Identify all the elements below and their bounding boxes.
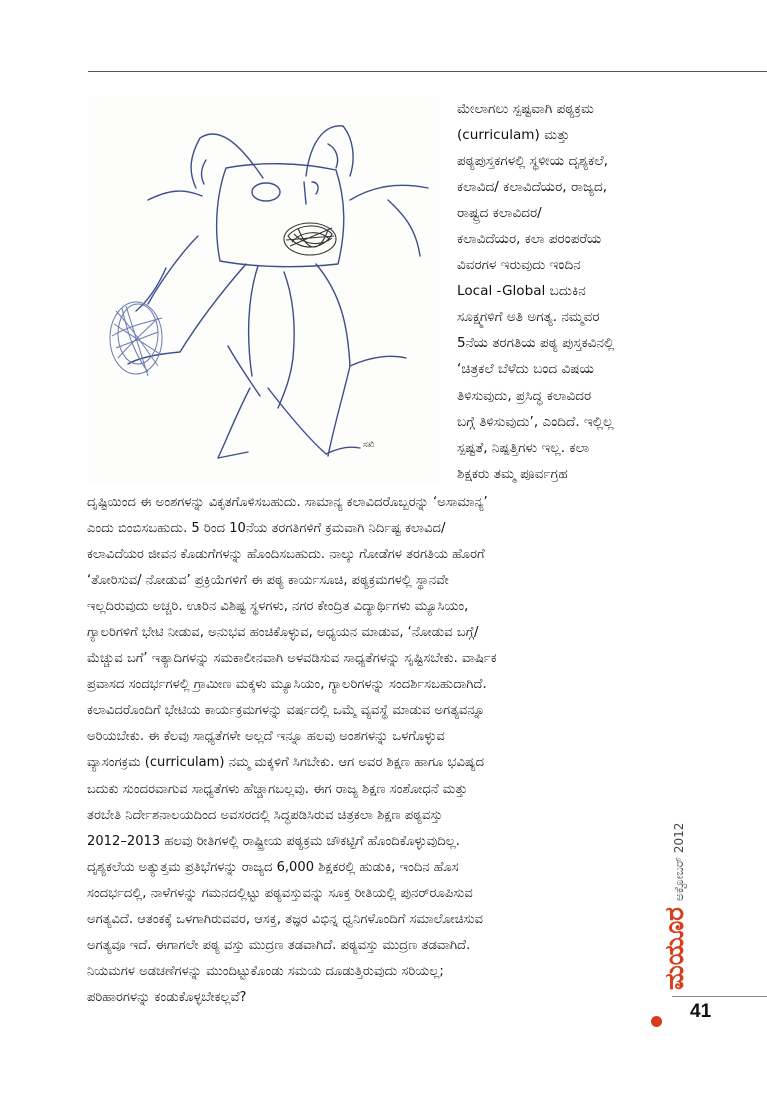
- text-line: ಸೂಕ್ಷ್ಮಗಳಿಗೆ ಅತಿ ಅಗತ್ಯ. ನಮ್ಮವರ: [457, 309, 600, 326]
- text-line: ಶಿಕ್ಷಕರು ತಮ್ಮ ಪೂರ್ವಗ್ರಹ: [457, 465, 568, 482]
- magazine-side-label: [660, 823, 691, 990]
- text-line: ದೃಶ್ಯಕಲೆಯ ಅತ್ಯುತ್ತಮ ಪ್ರತಿಭೆಗಳನ್ನು ರಾಜ್ಯದ 6,000 ಶಿಕ್ಷಕರಲ್ಲಿ ಹುಡುಕಿ, ಇಂದಿನ ಹೊಸ: [87, 859, 459, 875]
- drawing-signature: ಸಖಿ: [363, 440, 375, 450]
- page-marker-dot: [651, 1016, 662, 1027]
- text-line: ರಾಷ್ಟ್ರದ ಕಲಾವಿದರ/: [457, 205, 542, 222]
- text-line: ನಿಯಮಗಳ ಅಡಚಣೆಗಳನ್ನು ಮುಂದಿಟ್ಟುಕೊಂಡು ಸಮಯ ದೂಡುತ್ತಿರುವುದು ಸರಿಯಲ್ಲ;: [87, 963, 444, 979]
- text-line: ಬದುಕು ಸುಂದರವಾಗುವ ಸಾಧ್ಯತೆಗಳು ಹೆಚ್ಚಾಗಬಲ್ಲವು. ಈಗ ರಾಜ್ಯ ಶಿಕ್ಷಣ ಸಂಶೋಧನೆ ಮತ್ತು: [87, 781, 468, 797]
- text-line: ‘ಚಿತ್ರಕಲೆ ಬೆಳೆದು ಬಂದ ವಿಷಯ: [457, 361, 595, 378]
- article-body-text: [87, 490, 691, 1011]
- child-drawing-svg: [88, 96, 440, 484]
- text-line: ಎಂದು ಬಿಂಬಿಸಬಹುದು. 5 ರಿಂದ 10ನೆಯ ತರಗತಿಗಳಿಗೆ ಕ್ರಮವಾಗಿ ನಿರ್ದಿಷ್ಟ ಕಲಾವಿದ/: [87, 521, 446, 537]
- text-line: ಕಲಾವಿದ/ ಕಲಾವಿದೆಯರ, ರಾಜ್ಯದ,: [457, 179, 608, 196]
- magazine-name: ಮಯೂರ: [660, 907, 690, 990]
- text-line: ಕಲಾವಿದೆಯರ ಜೀವನ ಕೊಡುಗೆಗಳನ್ನು ಹೊಂದಿಸಬಹುದು. ನಾಲ್ಕು ಗೋಡೆಗಳ ತರಗತಿಯ ಹೊರಗೆ: [87, 547, 485, 563]
- text-line: ದೃಷ್ಟಿಯಿಂದ ಈ ಅಂಶಗಳನ್ನು ವಿಕೃತಗೊಳಿಸಬಹುದು. ಸಾಮಾನ್ಯ ಕಲಾವಿದರೊಬ್ಬರನ್ನು ‘ಅಸಾಮಾನ್ಯ’: [87, 495, 488, 510]
- text-line: ಪ್ರವಾಸದ ಸಂದರ್ಭಗಳಲ್ಲಿ ಗ್ರಾಮೀಣ ಮಕ್ಕಳು ಮ್ಯೂಸಿಯಂ, ಗ್ಯಾಲರಿಗಳನ್ನು ಸಂದರ್ಶಿಸಬಹುದಾಗಿದೆ.: [87, 677, 487, 693]
- header-rule: [88, 71, 767, 72]
- text-line: 2012–2013 ಹಲವು ರೀತಿಗಳಲ್ಲಿ ರಾಷ್ಟ್ರೀಯ ಪಠ್ಯಕ್ರಮ ಚೌಕಟ್ಟಿಗೆ ಹೊಂದಿಕೊಳ್ಳುವುದಿಲ್ಲ.: [87, 833, 460, 849]
- text-line: ಮೇಲಾಗಲು ಸ್ಪಷ್ಟವಾಗಿ ಪಠ್ಯಕ್ರಮ: [457, 101, 594, 117]
- issue-date: ಅಕ್ಟೋಬರ್ 2012: [672, 822, 686, 902]
- text-line: ‘ತೋರಿಸುವ/ ನೋಡುವ’ ಪ್ರಕ್ರಿಯೆಗಳಿಗೆ ಈ ಪಠ್ಯ ಕಾರ್ಯಸೂಚಿ, ಪಠ್ಯಕ್ರಮಗಳಲ್ಲಿ ಸ್ಥಾನವೇ: [87, 573, 449, 589]
- text-line: ಸಂದರ್ಭದಲ್ಲಿ, ನಾಳೆಗಳನ್ನು ಗಮನದಲ್ಲಿಟ್ಟು ಪಠ್ಯವಸ್ತುವನ್ನು ಸೂಕ್ತ ರೀತಿಯಲ್ಲಿ ಪುನರ್‌ರೂಪಿಸುವ: [87, 885, 473, 901]
- footer-rule: [672, 996, 767, 997]
- text-line: Local -Global ಬದುಕಿನ: [457, 283, 586, 300]
- text-line: ಕಲಾವಿದೆಯರ, ಕಲಾ ಪರಂಪರೆಯ: [457, 231, 602, 248]
- text-line: ಅರಿಯಬೇಕು. ಈ ಕೆಲವು ಸಾಧ್ಯತೆಗಳೇ ಅಲ್ಲದೆ ಇನ್ನೂ ಹಲವು ಅಂಶಗಳನ್ನು ಒಳಗೊಳ್ಳುವ: [87, 729, 445, 745]
- text-line: ವ್ಯಾಸಂಗಕ್ರಮ (curriculam) ನಮ್ಮ ಮಕ್ಕಳಿಗೆ ಸಿಗಬೇಕು. ಆಗ ಅವರ ಶಿಕ್ಷಣ ಹಾಗೂ ಭವಿಷ್ಯದ: [87, 755, 485, 771]
- text-line: ಸ್ಪಷ್ಟತೆ, ನಿಷ್ಪತ್ತಿಗಳು ಇಲ್ಲ. ಕಲಾ: [457, 439, 590, 456]
- text-line: ಬಗ್ಗೆ ತಿಳಿಸುವುದು’, ಎಂದಿದೆ. ಇಲ್ಲಿಲ್ಲ: [457, 413, 614, 430]
- text-line: ವಿವರಗಳ ಇರುವುದು ಇಂದಿನ: [457, 257, 581, 274]
- text-line: ಪರಿಹಾರಗಳನ್ನು ಕಂಡುಕೊಳ್ಳಬೇಕಲ್ಲವೆ?: [87, 989, 247, 1005]
- article-column-text: [457, 96, 689, 487]
- text-line: ಅಗತ್ಯವಿದೆ. ಆತಂಕಕ್ಕೆ ಒಳಗಾಗಿರುವವರ, ಆಸಕ್ತ, ತಜ್ಞರ ವಿಭಿನ್ನ ಧ್ವನಿಗಳೊಂದಿಗೆ ಸಮಾಲೋಚಿಸುವ: [87, 911, 484, 927]
- text-line: ಅಗತ್ಯವೂ ಇದೆ. ಈಗಾಗಲೇ ಪಠ್ಯ ವಸ್ತು ಮುದ್ರಣ ತಡವಾಗಿದೆ. ಪಠ್ಯವಸ್ತು ಮುದ್ರಣ ತಡವಾಗಿದೆ.: [87, 937, 471, 953]
- text-line: ಮೆಚ್ಚುವ ಬಗೆ’ ಇತ್ಯಾದಿಗಳನ್ನು ಸಮಕಾಲೀನವಾಗಿ ಅಳವಡಿಸುವ ಸಾಧ್ಯತೆಗಳನ್ನು ಸೃಷ್ಟಿಸಬೇಕು. ವಾರ್ಷಿಕ: [87, 651, 497, 667]
- text-line: ತರಬೇತಿ ನಿರ್ದೇಶನಾಲಯದಿಂದ ಅವಸರದಲ್ಲಿ ಸಿದ್ಧಪಡಿಸಿರುವ ಚಿತ್ರಕಲಾ ಶಿಕ್ಷಣ ಪಠ್ಯವಸ್ತು: [87, 807, 443, 823]
- text-line: (curriculam) ಮತ್ತು: [457, 127, 570, 144]
- child-drawing-illustration: [88, 96, 440, 484]
- text-line: ಗ್ಯಾಲರಿಗಳಿಗೆ ಭೇಟಿ ನೀಡುವ, ಅನುಭವ ಹಂಚಿಕೊಳ್ಳುವ, ಅಧ್ಯಯನ ಮಾಡುವ, ‘ನೋಡುವ ಬಗ್ಗೆ/: [87, 625, 479, 641]
- text-line: ತಿಳಿಸುವುದು, ಪ್ರಸಿದ್ಧ ಕಲಾವಿದರ: [457, 387, 592, 404]
- text-line: ಇಲ್ಲದಿರುವುದು ಅಚ್ಚರಿ. ಊರಿನ ವಿಶಿಷ್ಟ ಸ್ಥಳಗಳು, ನಗರ ಕೇಂದ್ರಿತ ವಿದ್ಯಾರ್ಥಿಗಳು ಮ್ಯೂಸಿಯಂ,: [87, 599, 469, 615]
- text-line: 5ನೆಯ ತರಗತಿಯ ಪಠ್ಯ ಪುಸ್ತಕವಿನಲ್ಲಿ: [457, 335, 615, 352]
- text-line: ಪಠ್ಯಪುಸ್ತಕಗಳಲ್ಲಿ ಸ್ಥಳೀಯ ದೃಶ್ಯಕಲೆ,: [457, 153, 608, 170]
- page-number: 41: [690, 1001, 712, 1022]
- text-line: ಕಲಾವಿದರೊಂದಿಗೆ ಭೇಟಿಯ ಕಾರ್ಯಕ್ರಮಗಳನ್ನು ವರ್ಷದಲ್ಲಿ ಒಮ್ಮೆ ವ್ಯವಸ್ಥೆ ಮಾಡುವ ಅಗತ್ಯವನ್ನೂ: [87, 703, 485, 719]
